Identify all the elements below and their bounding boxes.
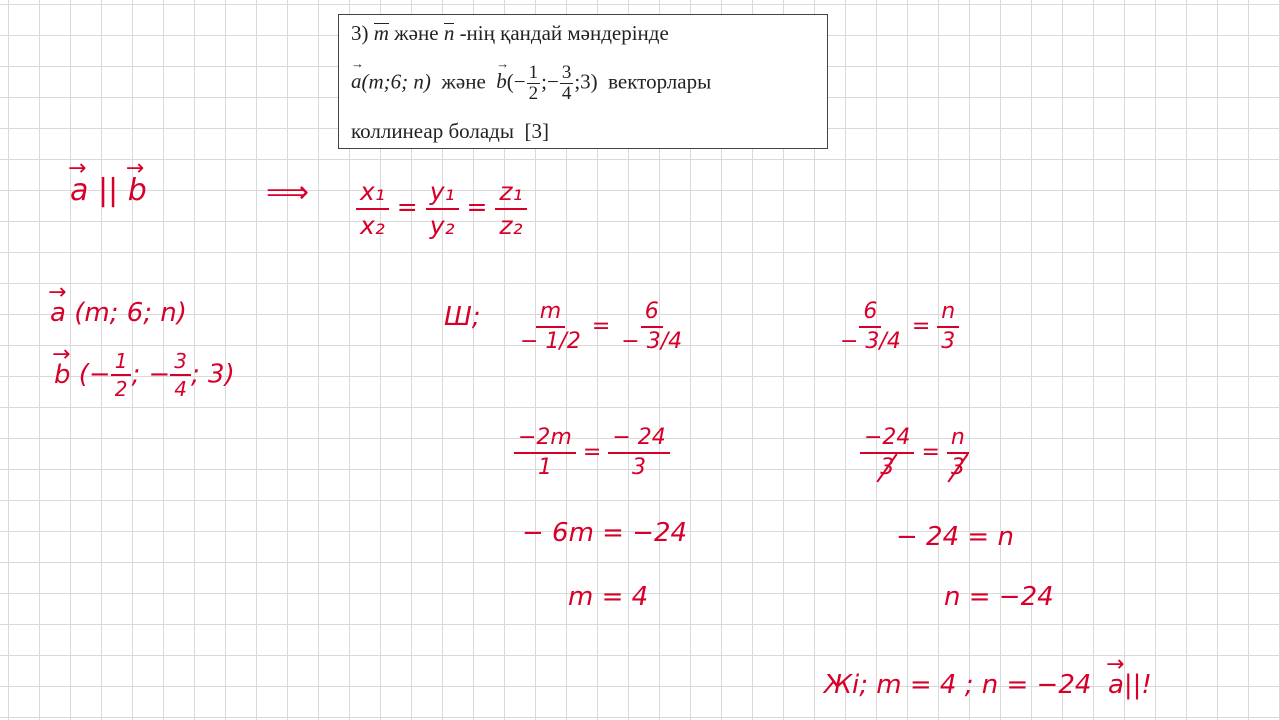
text-which-values: -нің қандай мәндерінде (459, 21, 669, 45)
task-statement-box (338, 14, 828, 149)
task-line-3 (351, 119, 549, 144)
answer-m: m = 4 ; (876, 670, 974, 700)
m-step-3: − 6m = −24 (522, 518, 688, 548)
eq-sign: = (591, 314, 611, 340)
frac-num: 6 (641, 300, 663, 328)
vector-b-sep: ;− (541, 69, 559, 94)
frac-den: 3 (632, 455, 647, 481)
frac-num: n (947, 426, 969, 454)
vector-b-symbol: → b (496, 69, 507, 94)
vec-a-letter: → a (50, 300, 66, 326)
text-and: және (394, 21, 439, 45)
y1: y₁ (426, 178, 459, 210)
task-number: 3) (351, 21, 369, 45)
frac-den: 2 (114, 377, 128, 401)
parallel-sign: || (97, 173, 119, 208)
eq-sign: = (921, 440, 940, 466)
frac-den: 2 (528, 82, 539, 104)
n-step1-right (937, 300, 959, 354)
answer-label: Жі; (824, 670, 868, 700)
vec-b-hand: → b (128, 176, 147, 206)
text-and-2: және (441, 69, 486, 94)
vector-a-hand-line (50, 300, 187, 326)
solution-label: Ш; (444, 302, 481, 332)
z2: z₂ (499, 210, 523, 240)
n-step2-left (860, 426, 914, 480)
frac-den-cancelled: 3 (947, 454, 969, 480)
frac-den: 4 (174, 377, 187, 401)
implies-arrow: ⟹ (266, 175, 310, 210)
vec-b-letter: → b (54, 362, 71, 388)
n-result: n = −24 (944, 582, 1054, 612)
x1: x₁ (356, 178, 389, 210)
frac-num: 6 (859, 300, 881, 328)
m-result: m = 4 (568, 582, 649, 612)
frac-den: − 3/4 (840, 329, 901, 355)
m-step-2 (514, 426, 670, 480)
task-line-1 (351, 21, 669, 46)
var-m: m (373, 21, 389, 45)
frac-den-cancelled: 3 (876, 454, 898, 480)
ratio-z (495, 178, 526, 239)
answer-n: n = −24 (981, 670, 1092, 700)
eq-sign: = (582, 440, 602, 466)
frac-den: 3 (941, 329, 956, 355)
collinearity-ratio (356, 178, 527, 239)
fraction-one-half (527, 63, 541, 104)
n-step-1 (836, 300, 959, 354)
frac-num: 1 (111, 350, 132, 376)
n-step2-right (947, 426, 969, 480)
frac-den: 1 (537, 455, 552, 481)
vector-b-close: ;3) (574, 69, 598, 94)
vec-a-hand: → a (70, 176, 88, 206)
m-step1-left (516, 300, 585, 354)
m-step2-left (514, 426, 576, 480)
frac-den: − 1/2 (520, 329, 581, 355)
vector-a-symbol: → a (351, 69, 362, 94)
ratio-x (356, 178, 389, 239)
frac-num: 3 (170, 350, 191, 376)
m-step2-right (608, 426, 669, 480)
text-collinear: коллинеар болады (351, 119, 514, 143)
frac-num: −24 (860, 426, 914, 454)
frac-den: 4 (561, 82, 572, 104)
vector-b-open: (− (506, 69, 526, 94)
x2: x₂ (360, 210, 385, 240)
n-step-3: − 24 = n (896, 522, 1014, 552)
m-step1-right (617, 300, 686, 354)
text-vectors: векторлары (608, 69, 712, 94)
frac-den: − 3/4 (621, 329, 683, 355)
frac-num: 1 (528, 62, 539, 83)
eq-sign: = (396, 192, 418, 222)
fraction-three-quarters (560, 63, 574, 104)
task-marks: [3] (524, 119, 549, 143)
var-n: n (443, 21, 455, 45)
eq-sign: = (466, 192, 488, 222)
frac-num: −2m (514, 426, 576, 454)
vec-b-frac1 (111, 350, 132, 400)
vec-b-sep: ; − (131, 359, 171, 390)
ratio-y (426, 178, 459, 239)
m-step-1 (516, 300, 686, 354)
final-answer (824, 672, 1152, 698)
task-line-2 (351, 63, 711, 104)
n-step-2 (860, 426, 969, 480)
vec-b-close: ; 3) (191, 359, 235, 390)
vec-a-coords: (m; 6; n) (74, 298, 187, 328)
eq-sign: = (911, 314, 931, 340)
frac-num: n (937, 300, 959, 328)
z1: z₁ (495, 178, 526, 210)
y2: y₂ (429, 210, 455, 240)
frac-num: − 24 (608, 426, 669, 454)
answer-tail: ||! (1123, 670, 1152, 700)
frac-num: 3 (561, 62, 572, 83)
vector-a-coords: (m;6; n) (361, 69, 431, 94)
answer-vec-a: → a (1108, 672, 1124, 698)
vector-b-hand-line (54, 350, 235, 400)
vec-b-open: (− (78, 359, 111, 390)
frac-num: m (536, 300, 565, 328)
parallel-condition (70, 173, 147, 208)
vec-b-frac2 (170, 350, 191, 400)
n-step1-left (836, 300, 905, 354)
